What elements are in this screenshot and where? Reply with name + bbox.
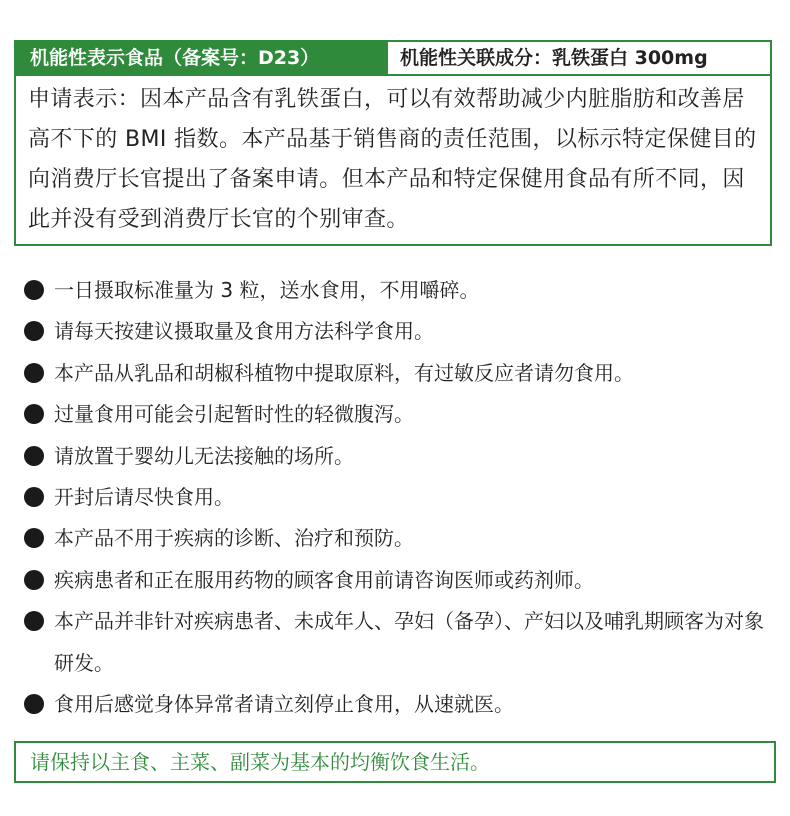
black-circle-icon xyxy=(24,446,44,466)
list-item-text: 开封后请尽快食用。 xyxy=(54,485,234,510)
list-item xyxy=(24,601,776,684)
functional-label-box xyxy=(14,40,772,246)
list-item xyxy=(24,270,776,311)
list-item xyxy=(24,477,776,518)
black-circle-icon xyxy=(24,528,44,548)
black-circle-icon xyxy=(24,694,44,714)
list-item xyxy=(24,560,776,601)
precautions-list xyxy=(24,270,776,725)
list-item xyxy=(24,394,776,435)
registration-title: 机能性表示食品（备案号：D23） xyxy=(16,42,386,74)
black-circle-icon xyxy=(24,321,44,341)
list-item-text: 过量食用可能会引起暂时性的轻微腹泻。 xyxy=(54,402,414,427)
black-circle-icon xyxy=(24,570,44,590)
label-header xyxy=(16,42,770,76)
diet-advice-box: 请保持以主食、主菜、副菜为基本的均衡饮食生活。 xyxy=(14,741,776,783)
list-item xyxy=(24,684,776,725)
list-item-text: 本产品并非针对疾病患者、未成年人、孕妇（备孕）、产妇以及哺乳期顾客为对象研发。 xyxy=(54,609,764,675)
list-item xyxy=(24,353,776,394)
list-item-text: 请放置于婴幼儿无法接触的场所。 xyxy=(54,443,354,468)
claim-text: 申请表示：因本产品含有乳铁蛋白，可以有效帮助减少内脏脂肪和改善居高不下的 BMI 指数。本产品基于销售商的责任范围，以标示特定保健目的向消费厅长官提出了备案申请。但本产品和特定保健用食品有所不同，因此并没有受到消费厅长官的个别审查。 xyxy=(28,87,757,232)
list-item-text: 疾病患者和正在服用药物的顾客食用前请咨询医师或药剂师。 xyxy=(54,567,594,592)
list-item xyxy=(24,518,776,559)
black-circle-icon xyxy=(24,280,44,300)
list-item-text: 食用后感觉身体异常者请立刻停止食用，从速就医。 xyxy=(54,692,514,717)
functional-ingredient: 机能性关联成分：乳铁蛋白 300mg xyxy=(386,42,770,74)
list-item xyxy=(24,436,776,477)
list-item-text: 一日摄取标准量为 3 粒，送水食用，不用嚼碎。 xyxy=(54,278,480,302)
black-circle-icon xyxy=(24,404,44,424)
black-circle-icon xyxy=(24,611,44,631)
list-item-text: 本产品从乳品和胡椒科植物中提取原料，有过敏反应者请勿食用。 xyxy=(54,360,634,385)
list-item-text: 请每天按建议摄取量及食用方法科学食用。 xyxy=(54,319,434,344)
list-item xyxy=(24,311,776,352)
list-item-text: 本产品不用于疾病的诊断、治疗和预防。 xyxy=(54,526,414,551)
black-circle-icon xyxy=(24,363,44,383)
black-circle-icon xyxy=(24,487,44,507)
